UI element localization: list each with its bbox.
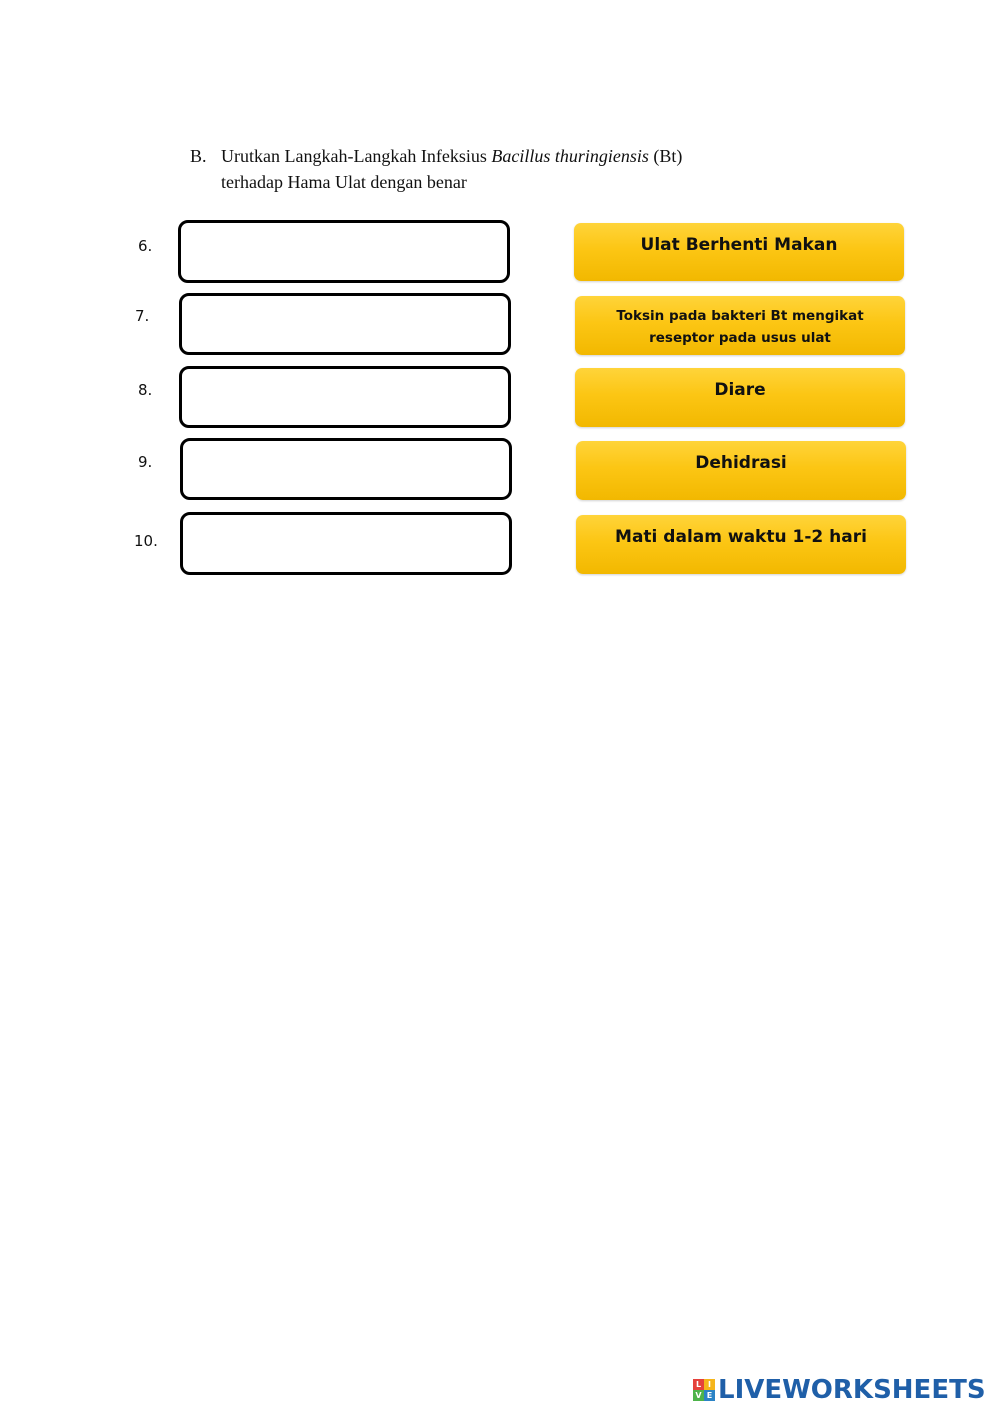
answer-drop-box-8[interactable] bbox=[179, 366, 511, 428]
answer-drop-box-7[interactable] bbox=[179, 293, 511, 355]
drag-card-toksin-mengikat-reseptor[interactable]: Toksin pada bakteri Bt mengikat reseptor pada usus ulat bbox=[575, 296, 905, 355]
liveworksheets-logo-icon bbox=[693, 1379, 715, 1401]
drag-card-ulat-berhenti-makan[interactable]: Ulat Berhenti Makan bbox=[574, 223, 904, 281]
liveworksheets-logo bbox=[693, 1374, 986, 1406]
answer-number-9: 9. bbox=[138, 453, 153, 471]
instruction-heading bbox=[190, 143, 830, 195]
answer-number-6: 6. bbox=[138, 237, 153, 255]
answer-drop-box-10[interactable] bbox=[180, 512, 512, 575]
drag-card-diare[interactable]: Diare bbox=[575, 368, 905, 427]
answer-drop-box-6[interactable] bbox=[178, 220, 510, 283]
logo-letter-l: L bbox=[693, 1379, 704, 1390]
answer-number-7: 7. bbox=[135, 307, 150, 325]
answer-drop-box-9[interactable] bbox=[180, 438, 512, 500]
logo-letter-e: E bbox=[704, 1390, 715, 1401]
liveworksheets-logo-text: LIVEWORKSHEETS bbox=[718, 1375, 986, 1405]
logo-letter-v: V bbox=[693, 1390, 704, 1401]
drag-card-dehidrasi[interactable]: Dehidrasi bbox=[576, 441, 906, 500]
instruction-line2: terhadap Hama Ulat dengan benar bbox=[221, 172, 467, 192]
logo-letter-i: I bbox=[704, 1379, 715, 1390]
instruction-line1-prefix: Urutkan Langkah-Langkah Infeksius bbox=[221, 146, 492, 166]
answer-number-8: 8. bbox=[138, 381, 153, 399]
answer-number-10: 10. bbox=[134, 532, 158, 550]
section-marker: B. bbox=[190, 146, 207, 166]
drag-card-mati-1-2-hari[interactable]: Mati dalam waktu 1-2 hari bbox=[576, 515, 906, 574]
instruction-species-name: Bacillus thuringiensis bbox=[491, 146, 649, 166]
instruction-line1-suffix: (Bt) bbox=[648, 146, 683, 166]
